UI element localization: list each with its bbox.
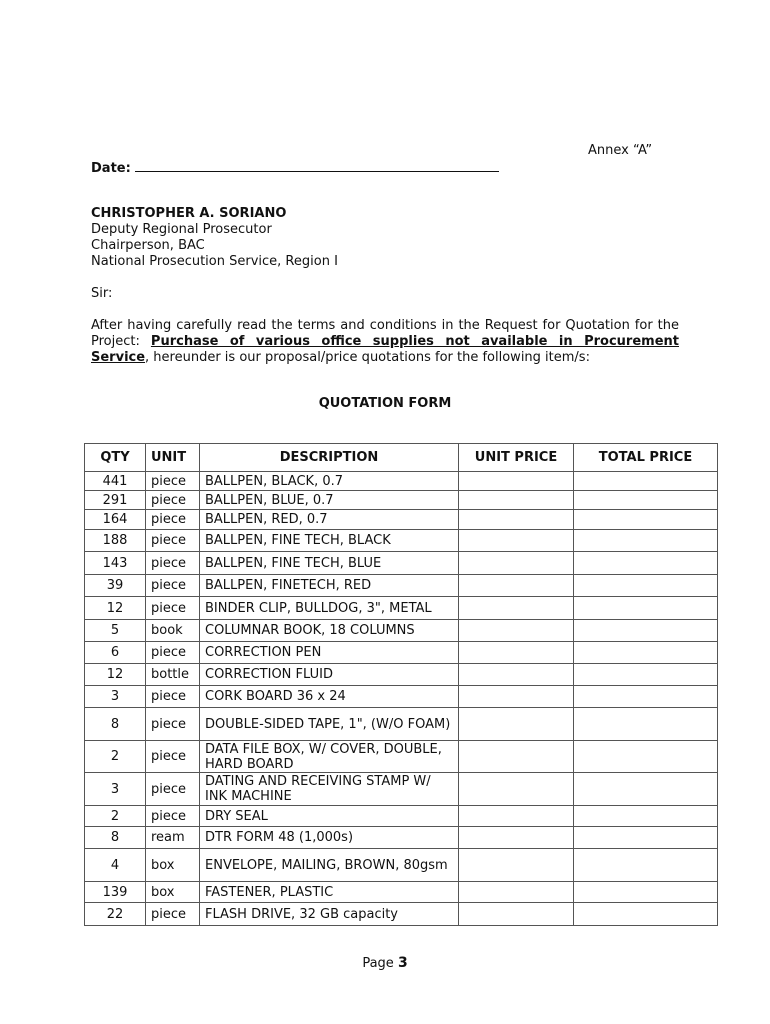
cell-unit-price bbox=[459, 664, 574, 686]
cell-unit-price bbox=[459, 620, 574, 642]
cell-unit: piece bbox=[146, 806, 200, 827]
cell-unit: piece bbox=[146, 741, 200, 773]
cell-unit-price bbox=[459, 686, 574, 708]
cell-total-price bbox=[574, 664, 718, 686]
cell-qty: 441 bbox=[85, 472, 146, 491]
cell-description: BALLPEN, RED, 0.7 bbox=[200, 510, 459, 530]
cell-description: COLUMNAR BOOK, 18 COLUMNS bbox=[200, 620, 459, 642]
cell-unit: piece bbox=[146, 510, 200, 530]
cell-total-price bbox=[574, 472, 718, 491]
header-total-price: TOTAL PRICE bbox=[574, 444, 718, 472]
addressee-position: Chairperson, BAC bbox=[91, 238, 205, 253]
table-row bbox=[85, 491, 718, 510]
cell-total-price bbox=[574, 686, 718, 708]
cell-description: CORRECTION FLUID bbox=[200, 664, 459, 686]
cell-qty: 143 bbox=[85, 552, 146, 575]
cell-description: BALLPEN, BLACK, 0.7 bbox=[200, 472, 459, 491]
table-row bbox=[85, 472, 718, 491]
table-row bbox=[85, 620, 718, 642]
cell-unit-price bbox=[459, 552, 574, 575]
cell-qty: 3 bbox=[85, 686, 146, 708]
cell-description: DTR FORM 48 (1,000s) bbox=[200, 827, 459, 849]
cell-unit-price bbox=[459, 642, 574, 664]
cell-unit-price bbox=[459, 806, 574, 827]
addressee-name: CHRISTOPHER A. SORIANO bbox=[91, 206, 287, 221]
cell-qty: 164 bbox=[85, 510, 146, 530]
cell-unit-price bbox=[459, 903, 574, 926]
cell-description: CORK BOARD 36 x 24 bbox=[200, 686, 459, 708]
cell-description: BALLPEN, FINETECH, RED bbox=[200, 575, 459, 597]
table-body bbox=[85, 472, 718, 926]
cell-unit: bottle bbox=[146, 664, 200, 686]
cell-total-price bbox=[574, 510, 718, 530]
addressee-block bbox=[91, 206, 338, 270]
date-blank-line bbox=[135, 159, 499, 172]
cell-total-price bbox=[574, 903, 718, 926]
cell-description: DATA FILE BOX, W/ COVER, DOUBLE, HARD BOARD bbox=[200, 741, 459, 773]
cell-unit: piece bbox=[146, 530, 200, 552]
date-label: Date: bbox=[91, 161, 131, 176]
table-row bbox=[85, 903, 718, 926]
cell-total-price bbox=[574, 773, 718, 806]
cell-description: FLASH DRIVE, 32 GB capacity bbox=[200, 903, 459, 926]
table-row bbox=[85, 530, 718, 552]
annex-label: Annex “A” bbox=[588, 143, 653, 158]
table-row bbox=[85, 806, 718, 827]
cell-unit: piece bbox=[146, 708, 200, 741]
cell-unit-price bbox=[459, 849, 574, 882]
cell-qty: 12 bbox=[85, 664, 146, 686]
table-row bbox=[85, 510, 718, 530]
body-text-after: , hereunder is our proposal/price quotations for the following item/s: bbox=[145, 350, 590, 365]
table-header-row bbox=[85, 444, 718, 472]
cell-unit: piece bbox=[146, 597, 200, 620]
cell-unit-price bbox=[459, 708, 574, 741]
cell-qty: 3 bbox=[85, 773, 146, 806]
cell-total-price bbox=[574, 708, 718, 741]
table-row bbox=[85, 882, 718, 903]
cell-unit: box bbox=[146, 849, 200, 882]
cell-unit-price bbox=[459, 472, 574, 491]
table-row bbox=[85, 741, 718, 773]
cell-unit-price bbox=[459, 530, 574, 552]
cell-total-price bbox=[574, 552, 718, 575]
cell-unit-price bbox=[459, 597, 574, 620]
cell-total-price bbox=[574, 806, 718, 827]
table-row bbox=[85, 642, 718, 664]
cell-total-price bbox=[574, 827, 718, 849]
cell-total-price bbox=[574, 491, 718, 510]
cell-unit: piece bbox=[146, 472, 200, 491]
table-row bbox=[85, 664, 718, 686]
cell-qty: 8 bbox=[85, 708, 146, 741]
page-number: 3 bbox=[397, 955, 408, 971]
cell-unit: box bbox=[146, 882, 200, 903]
cell-unit-price bbox=[459, 741, 574, 773]
table-row bbox=[85, 849, 718, 882]
cell-description: ENVELOPE, MAILING, BROWN, 80gsm bbox=[200, 849, 459, 882]
cell-total-price bbox=[574, 530, 718, 552]
page-footer bbox=[0, 955, 770, 971]
table-row bbox=[85, 773, 718, 806]
table-row bbox=[85, 708, 718, 741]
cell-unit-price bbox=[459, 827, 574, 849]
cell-unit-price bbox=[459, 882, 574, 903]
cell-unit: piece bbox=[146, 552, 200, 575]
cell-unit-price bbox=[459, 510, 574, 530]
cell-total-price bbox=[574, 741, 718, 773]
cell-qty: 139 bbox=[85, 882, 146, 903]
cell-description: DATING AND RECEIVING STAMP W/ INK MACHINE bbox=[200, 773, 459, 806]
cell-unit: piece bbox=[146, 773, 200, 806]
cell-description: BINDER CLIP, BULLDOG, 3", METAL bbox=[200, 597, 459, 620]
cell-unit: piece bbox=[146, 491, 200, 510]
cell-qty: 6 bbox=[85, 642, 146, 664]
table-row bbox=[85, 827, 718, 849]
project-title: Purchase of various office supplies not available in Procurement Service bbox=[91, 334, 679, 365]
addressee-title: Deputy Regional Prosecutor bbox=[91, 222, 272, 237]
cell-unit-price bbox=[459, 491, 574, 510]
header-description: DESCRIPTION bbox=[200, 444, 459, 472]
cell-description: CORRECTION PEN bbox=[200, 642, 459, 664]
date-field bbox=[91, 159, 499, 176]
cell-description: FASTENER, PLASTIC bbox=[200, 882, 459, 903]
cell-total-price bbox=[574, 597, 718, 620]
cell-qty: 39 bbox=[85, 575, 146, 597]
cell-description: BALLPEN, BLUE, 0.7 bbox=[200, 491, 459, 510]
page-label: Page bbox=[362, 956, 394, 971]
table-row bbox=[85, 575, 718, 597]
cell-description: BALLPEN, FINE TECH, BLUE bbox=[200, 552, 459, 575]
cell-unit-price bbox=[459, 773, 574, 806]
body-paragraph bbox=[91, 318, 679, 366]
cell-qty: 8 bbox=[85, 827, 146, 849]
header-unit-price: UNIT PRICE bbox=[459, 444, 574, 472]
cell-qty: 4 bbox=[85, 849, 146, 882]
cell-qty: 12 bbox=[85, 597, 146, 620]
cell-unit: ream bbox=[146, 827, 200, 849]
cell-unit: piece bbox=[146, 642, 200, 664]
cell-total-price bbox=[574, 849, 718, 882]
cell-qty: 188 bbox=[85, 530, 146, 552]
cell-qty: 291 bbox=[85, 491, 146, 510]
quotation-table bbox=[84, 443, 718, 926]
cell-qty: 2 bbox=[85, 741, 146, 773]
cell-qty: 5 bbox=[85, 620, 146, 642]
cell-unit: piece bbox=[146, 686, 200, 708]
cell-unit: book bbox=[146, 620, 200, 642]
cell-description: DRY SEAL bbox=[200, 806, 459, 827]
cell-total-price bbox=[574, 882, 718, 903]
header-unit: UNIT bbox=[146, 444, 200, 472]
table-row bbox=[85, 552, 718, 575]
cell-unit: piece bbox=[146, 903, 200, 926]
cell-total-price bbox=[574, 642, 718, 664]
body-text-before: After having carefully read the terms and conditions in the Request for Quotation for the Project: bbox=[91, 318, 679, 349]
cell-qty: 22 bbox=[85, 903, 146, 926]
table-row bbox=[85, 597, 718, 620]
cell-description: DOUBLE-SIDED TAPE, 1", (W/O FOAM) bbox=[200, 708, 459, 741]
form-title: QUOTATION FORM bbox=[318, 396, 452, 411]
cell-qty: 2 bbox=[85, 806, 146, 827]
cell-total-price bbox=[574, 575, 718, 597]
addressee-office: National Prosecution Service, Region I bbox=[91, 254, 338, 269]
salutation: Sir: bbox=[91, 286, 113, 301]
cell-total-price bbox=[574, 620, 718, 642]
table-row bbox=[85, 686, 718, 708]
header-qty: QTY bbox=[85, 444, 146, 472]
cell-unit: piece bbox=[146, 575, 200, 597]
cell-unit-price bbox=[459, 575, 574, 597]
cell-description: BALLPEN, FINE TECH, BLACK bbox=[200, 530, 459, 552]
